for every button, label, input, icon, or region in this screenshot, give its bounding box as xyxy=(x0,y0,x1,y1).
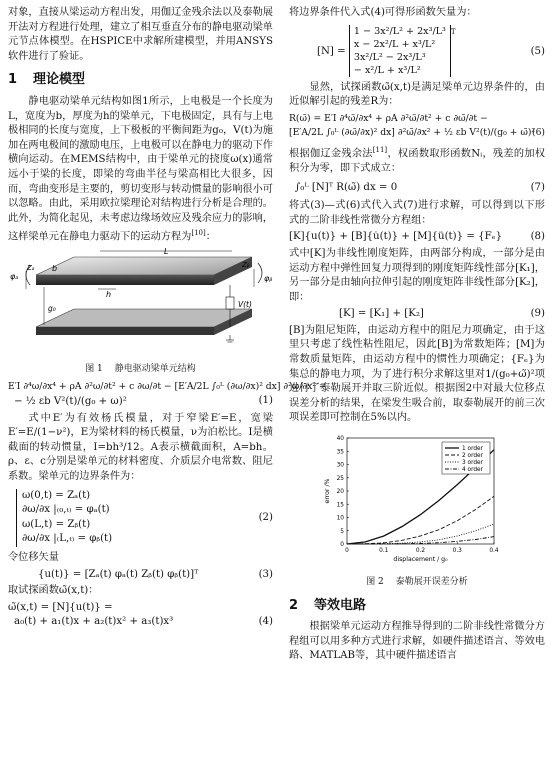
x-axis-label: displacement / g₀ xyxy=(393,556,448,564)
left-column xyxy=(8,6,327,632)
equation-7-number: (7) xyxy=(530,181,545,193)
equation-1-line-2: − ½ εb V²(t)/(g₀ + ω)² xyxy=(14,396,127,408)
trial-function-text: 取试探函数ω̃(x,t)： xyxy=(8,585,99,597)
equation-4-line-1: ω̃(x,t) = [N]{u(t)} = xyxy=(8,601,113,613)
matrices-paragraph: [B]为阻尼矩阵，由运动方程中的阻尼力项确定，由于这里只考虑了线性粘性阻尼，因此[B]为常数矩阵；[M]为常数质量矩阵，由运动方程中的惯性力项确定；{Fₑ}为集总的静电力项，为了进行积分求解这里对1/(g₀+ω̃)²项进行了泰勒展开并取三阶近似。根据图2中对最大位移点误差分析的结果，在梁发生吸合前，取泰勒展开的前三次项误差即可控制在5%以内。 xyxy=(289,324,545,424)
intro-paragraph: 对象，直接从梁运动方程出发，用伽辽金残余法以及泰勒展开法对方程进行处理，建立了相互垂直分布的静电驱动梁单元节点体模型。在HSPICE中求解所建模型，并用ANSYS软件进行了验证。 xyxy=(8,7,273,62)
figure-1-title: 静电驱动梁单元结构 xyxy=(114,363,196,374)
equation-5-lhs: [N] = xyxy=(317,45,346,57)
figure-2-title: 泰勒展开误差分析 xyxy=(395,577,468,588)
x-tick-label: 0 xyxy=(345,548,349,555)
right-column xyxy=(289,6,545,664)
equation-9-body: [K] = [K₁] + [K₂] xyxy=(339,308,424,320)
y-tick-label: 35 xyxy=(336,449,344,456)
residual-paragraph: 显然，试探函数ω̃(x,t)是满足梁单元边界条件的，由近似解引起的残差R为： xyxy=(289,81,545,108)
galerkin-rest: ，权函数取形函数Nᵢ，残差的加权积分为零，即下式成立： xyxy=(289,148,546,174)
bc-line-2: ∂ω/∂x |₍₀,ₜ₎ = φₐ(t) xyxy=(22,504,110,516)
x-tick-label: 0.2 xyxy=(415,548,426,555)
equation-6-line-2: [E′A/2L ∫₀ᴸ (∂ω̃/∂x)² dx] ∂²ω̃/∂x² + ½ εb V²(t)/(g₀ + ω̃)² xyxy=(289,127,536,139)
ref-10: [10] xyxy=(191,229,206,238)
equation-8-number: (8) xyxy=(530,231,545,243)
equation-6-number: (6) xyxy=(531,126,545,138)
section-2-title: 等效电路 xyxy=(314,597,367,613)
y-tick-label: 40 xyxy=(336,436,344,443)
galerkin-paragraph xyxy=(289,143,545,177)
figure-1-number: 图 1 xyxy=(85,363,103,374)
equation-7 xyxy=(289,181,545,196)
upper-electrode-front xyxy=(36,275,214,285)
label-b: b xyxy=(52,264,58,274)
shape-function-intro: 将边界条件代入式(4)可得形函数矢量为： xyxy=(289,7,477,18)
matrix-row-3: 3x²/L² − 2x³/L³ xyxy=(353,51,426,63)
theory-text: 静电驱动梁单元结构如图1所示，上电极是一个长度为L，宽度为b，厚度为h的梁单元，下电极固定，具有与上电极相同的长度与宽度，上下极板的平衡间距为g₀，V(t)为施加在两电极间的激励电压，上电极可以在静电力的驱动下作横向运动。在MEMS结构中，由于梁单元的挠度ω(x)通常远小于梁的长度，即梁的弯曲半径与梁高相比大很多，因而，弯曲变形是主要的，剪切变形与转动惯量的影响很小可以忽略。由此，采用欧拉梁理论对结构进行分析是合理的。此外，为简化起见，未考虑边缘场效应及残余应力的影响，这样梁单元在静电力驱动下的运动方程为 xyxy=(8,95,273,243)
figure-1-beam-structure xyxy=(8,245,273,353)
legend-label-1: 1 order xyxy=(462,446,483,453)
bc-line-4: ∂ω/∂x |₍L,ₜ₎ = φᵦ(t) xyxy=(22,533,113,545)
lower-electrode-front xyxy=(36,327,214,335)
equation-6 xyxy=(289,112,545,141)
transpose-mark: T xyxy=(450,27,456,36)
label-L: L xyxy=(164,247,169,257)
label-g0: g₀ xyxy=(48,304,56,314)
lower-electrode-top xyxy=(36,309,252,327)
y-tick-label: 10 xyxy=(336,515,344,522)
x-tick-label: 0.3 xyxy=(452,548,462,555)
ode-intro: 将式(3)—式(6)式代入式(7)进行求解，可以得到以下形式的二阶非线性常微分方程组： xyxy=(289,200,545,226)
label-Vt: V(t) xyxy=(238,300,252,310)
section-1-heading xyxy=(8,73,273,88)
label-Zb: Zᵦ xyxy=(242,261,250,270)
legend-label-2: 2 order xyxy=(462,453,483,460)
label-phi-a: φₐ xyxy=(10,272,19,282)
equation-4 xyxy=(8,601,273,630)
section-1-number: 1 xyxy=(8,72,18,88)
series-line-2 xyxy=(347,496,494,544)
equation-1-number: (1) xyxy=(258,395,273,407)
equivalent-circuit-paragraph: 根据梁单元运动方程推导得到的二阶非线性常微分方程组可以用多种方式进行求解，如硬件描述语言、等效电路、MATLAB等，其中硬件描述语言 xyxy=(289,621,545,662)
displacement-vector-text: 令位移矢量 xyxy=(8,552,59,564)
equation-5 xyxy=(317,25,545,77)
equation-2 xyxy=(8,489,273,547)
bc-line-1: ω(0,t) = Zₐ(t) xyxy=(22,489,91,501)
y-axis-label: error /% xyxy=(324,478,331,504)
legend-label-4: 4 order xyxy=(462,467,483,474)
shape-function-matrix xyxy=(349,25,451,77)
equation-3-number: (3) xyxy=(258,568,273,580)
y-tick-label: 25 xyxy=(336,475,344,482)
upper-electrode-top xyxy=(36,257,252,275)
equation-2-number: (2) xyxy=(258,511,273,523)
equation-3 xyxy=(8,568,273,583)
boundary-conditions xyxy=(16,489,273,547)
label-h: h xyxy=(106,290,112,300)
y-tick-label: 15 xyxy=(336,502,344,509)
equation-4-line-2: a₀(t) + a₁(t)x + a₂(t)x² + a₃(t)x³ xyxy=(14,616,174,628)
equation-1 xyxy=(8,380,327,409)
figure-2-number: 图 2 xyxy=(366,577,384,588)
equation-3-body: {u(t)} = [Zₐ(t) φₐ(t) Zᵦ(t) φᵦ(t)]ᵀ xyxy=(38,568,199,580)
equation-1-line-1: E′I ∂⁴ω/∂x⁴ + ρA ∂²ω/∂t² + c ∂ω/∂t − [E′A/2L ∫₀ᴸ (∂ω/∂x)² dx] ∂²ω/∂x² = xyxy=(8,381,327,393)
equation-7-body: ∫₀ᴸ [N]ᵀ R(ω̃) dx = 0 xyxy=(295,181,398,193)
figure-1-caption xyxy=(8,362,273,377)
bc-line-3: ω(L,t) = Zᵦ(t) xyxy=(22,518,91,530)
x-tick-label: 0.1 xyxy=(379,548,389,555)
theory-end: ： xyxy=(205,231,216,243)
equation-8-body: [K]{u(t)} + [B]{u̇(t)} + [M]{ü(t)} = {Fₑ} xyxy=(289,231,503,243)
section-2-number: 2 xyxy=(289,597,299,613)
figure-2-caption xyxy=(289,575,545,590)
label-phi-b: φᵦ xyxy=(264,274,273,284)
y-tick-label: 20 xyxy=(336,489,344,496)
equation-9-number: (9) xyxy=(530,308,545,320)
x-tick-label: 0.4 xyxy=(489,548,499,555)
section-1-title: 理论模型 xyxy=(33,72,86,88)
y-tick-label: 0 xyxy=(340,542,344,549)
galerkin-text: 根据伽辽金残余法 xyxy=(289,148,373,160)
equation-6-line-1: R(ω̃) = E′I ∂⁴ω̃/∂x⁴ + ρA ∂²ω̃/∂t² + c ∂ω̃/∂t − xyxy=(289,112,488,124)
section-2-heading xyxy=(289,599,545,614)
equation-8 xyxy=(289,230,545,245)
matrix-row-4: − x²/L + x³/L² xyxy=(353,64,421,76)
y-tick-label: 5 xyxy=(340,528,344,535)
equation-5-number: (5) xyxy=(530,45,545,57)
ref-11: [11] xyxy=(372,145,388,154)
symbols-paragraph: 式中E′为有效杨氏模量，对于窄梁E′=E，宽梁E′=E/(1−ν²)，E为梁材料的杨氏模量，ν为泊松比。I是横截面的转动惯量，I=bh³/12。A表示横截面积，A=bh。ρ、ε、c分别是梁单元的材料密度、介质层介电常数、阻尼系数。梁单元的边界条件为： xyxy=(8,412,273,483)
legend-label-3: 3 order xyxy=(462,460,483,467)
label-Za: Zₐ xyxy=(27,264,35,273)
matrix-row-1: 1 − 3x²/L² + 2x³/L³ xyxy=(353,25,446,37)
matrix-row-2: x − 2x²/L + x³/L² xyxy=(353,38,436,50)
equation-4-number: (4) xyxy=(258,615,273,627)
y-tick-label: 30 xyxy=(336,462,344,469)
stiffness-paragraph: 式中[K]为非线性刚度矩阵，由两部分构成，一部分是由运动方程中弹性回复力项得到的刚度矩阵线性部分[K₁]，另一部分是由轴向拉伸引起的刚度矩阵非线性部分[K₂]，即： xyxy=(289,247,545,303)
figure-2-error-chart xyxy=(289,432,545,572)
equation-9 xyxy=(289,307,545,322)
theory-paragraph xyxy=(8,95,273,245)
